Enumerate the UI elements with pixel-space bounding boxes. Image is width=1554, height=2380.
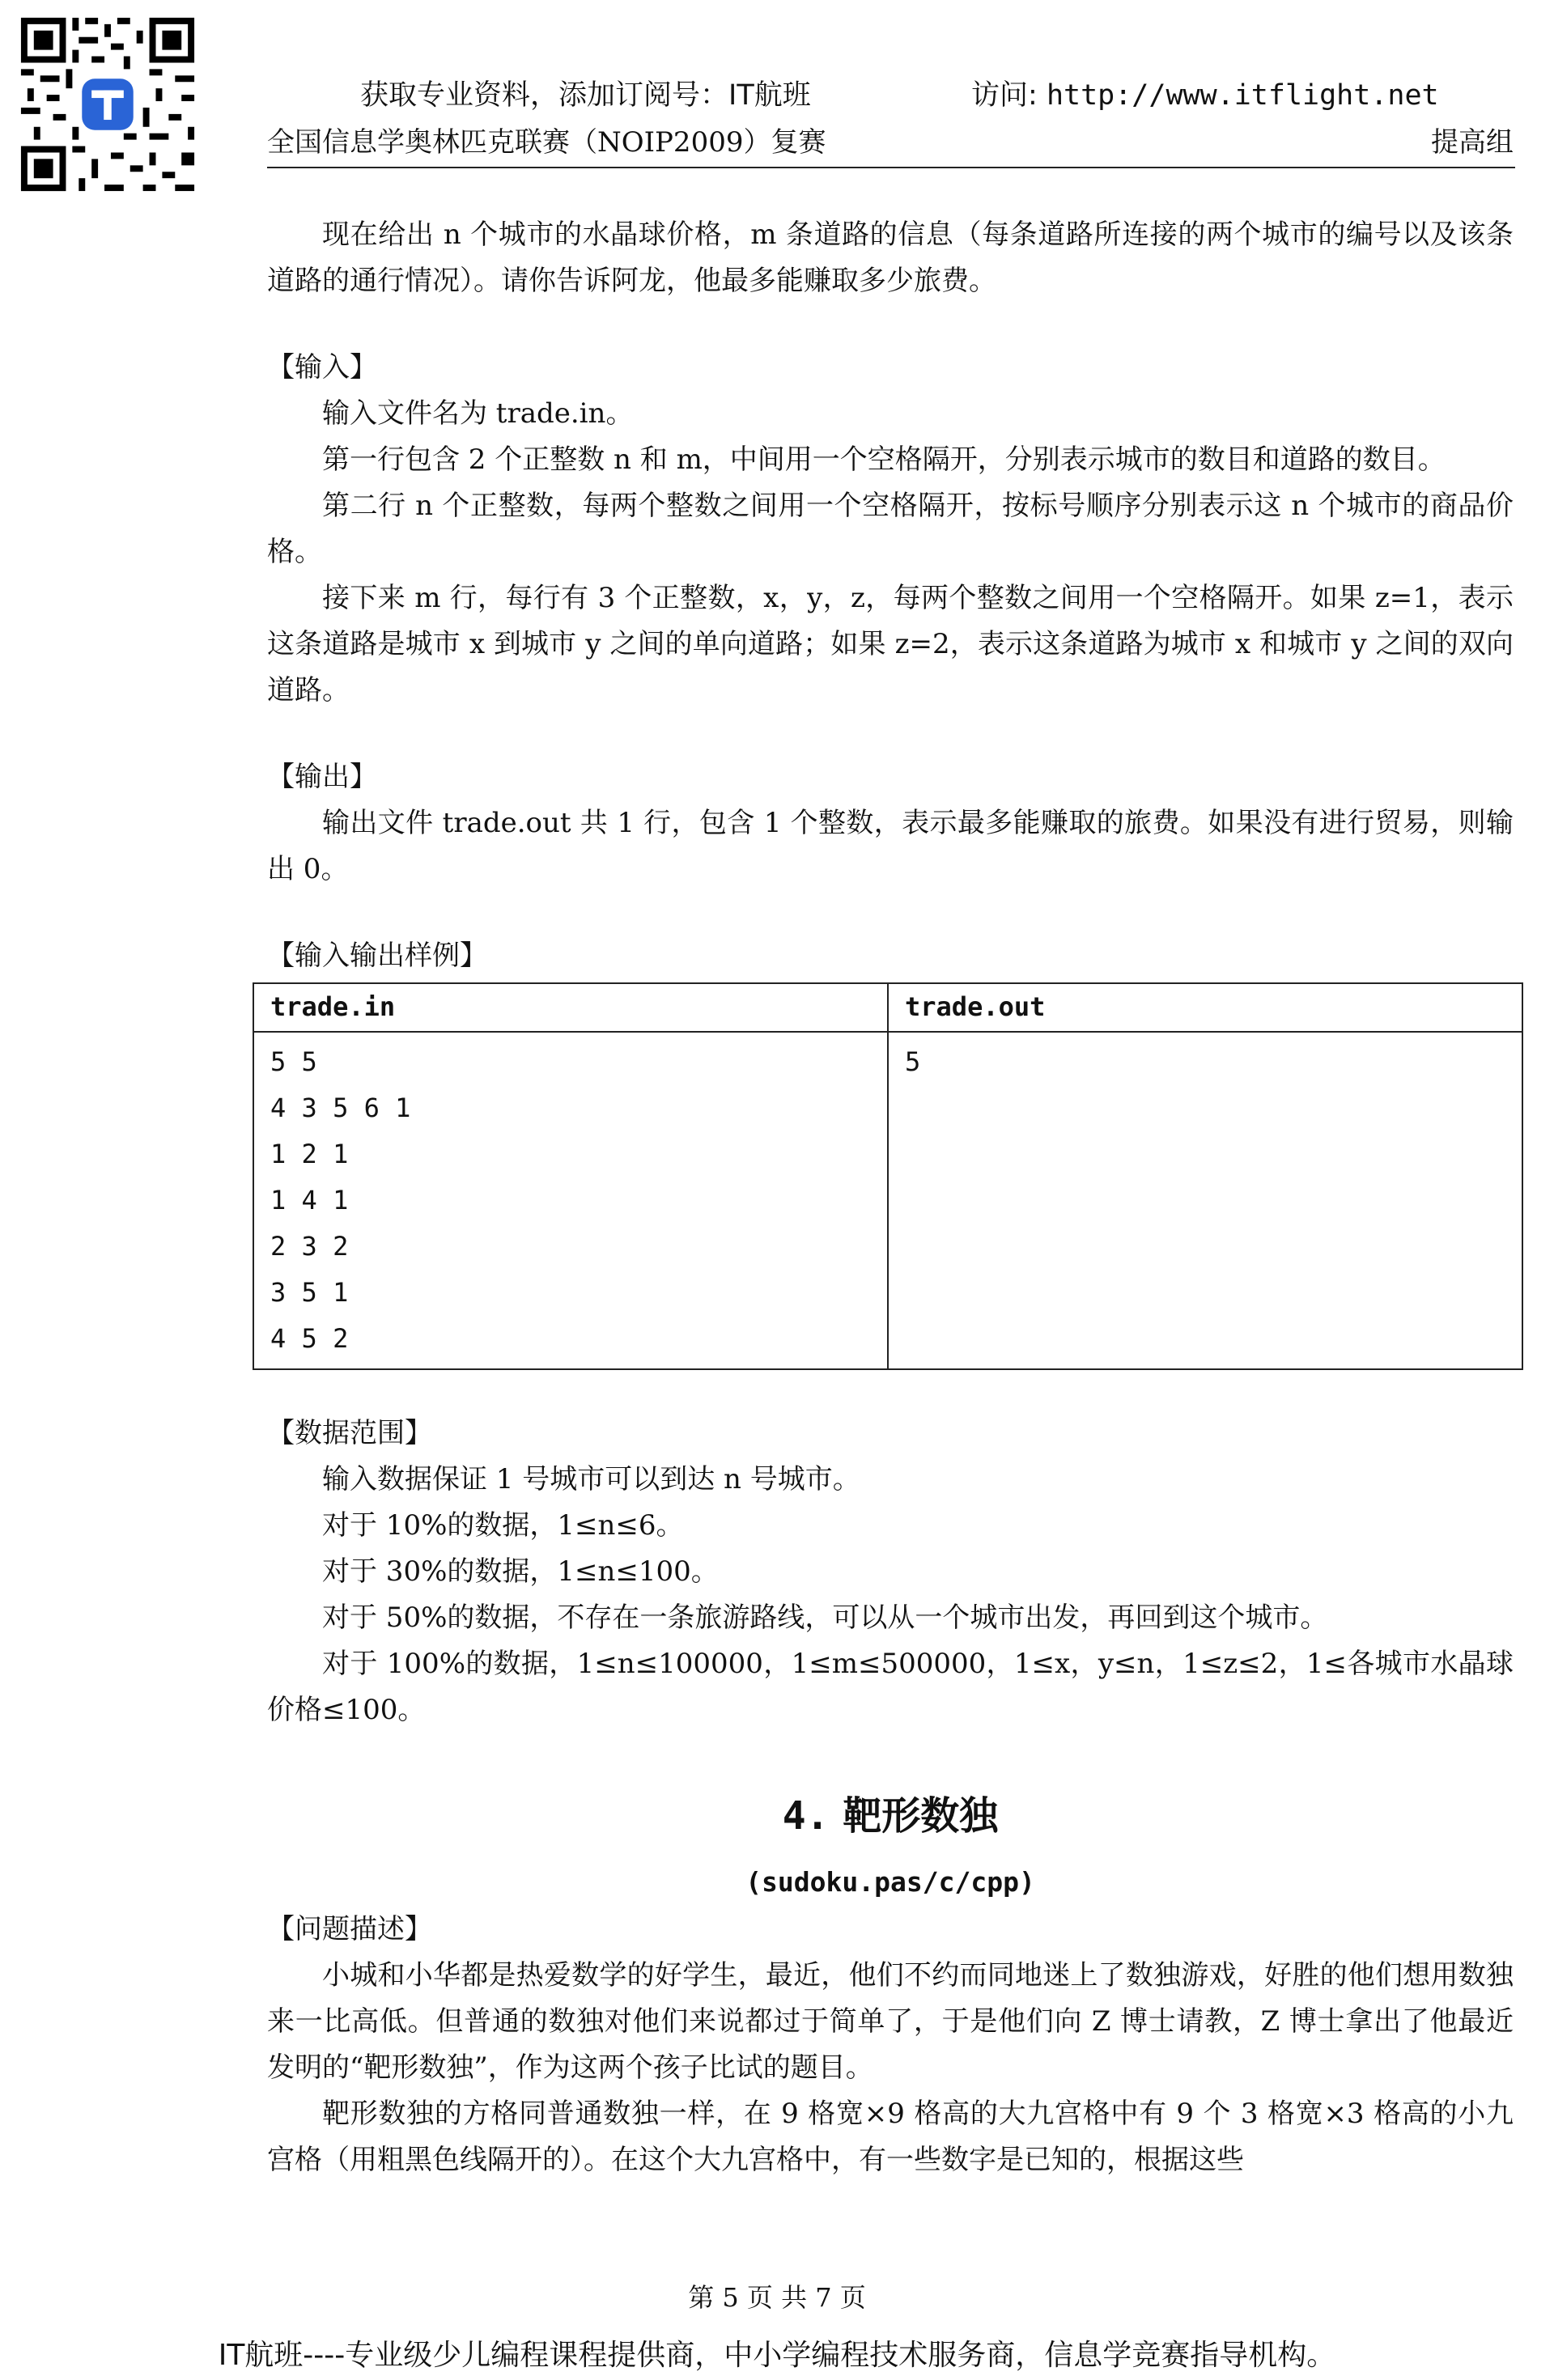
output-heading: 【输出】 xyxy=(267,761,377,793)
desc-line: 小城和小华都是热爱数学的好学生，最近，他们不约而同地迷上了数独游戏，好胜的他们想用数独来一比高低。但普通的数独对他们来说都过于简单了，于是他们向 Z 博士请教，Z 博士拿出了他最近发明的“靶形数独”，作为这两个孩子比试的题目。 xyxy=(267,1959,1514,2084)
range-heading: 【数据范围】 xyxy=(267,1417,432,1449)
document-body xyxy=(267,212,1514,2183)
input-line: 接下来 m 行，每行有 3 个正整数，x，y，z，每两个整数之间用一个空格隔开。如果 z=1，表示这条道路是城市 x 到城市 y 之间的单向道路；如果 z=2，表示这条道路为城市 x 和城市 y 之间的双向道路。 xyxy=(267,582,1514,706)
input-line: 输入文件名为 trade.in。 xyxy=(322,397,634,430)
problem-name: 靶形数独 xyxy=(843,1793,999,1839)
qr-code-graphic xyxy=(15,11,201,197)
sample-input-header: trade.in xyxy=(253,983,888,1032)
visit-label: 访问: xyxy=(971,79,1038,112)
input-line: 第二行 n 个正整数，每两个整数之间用一个空格隔开，按标号顺序分别表示这 n 个城市的商品价格。 xyxy=(267,490,1514,568)
range-line: 对于 100%的数据，1≤n≤100000，1≤m≤500000，1≤x，y≤n，1≤z≤2，1≤各城市水晶球价格≤100。 xyxy=(267,1648,1514,1726)
promo-text: 获取专业资料，添加订阅号：IT航班 xyxy=(360,79,811,112)
page-number: 第 5 页 共 7 页 xyxy=(688,2282,866,2313)
sample-output-cell: 5 xyxy=(888,1032,1522,1369)
problem-title xyxy=(267,1784,1514,1848)
desc-line: 靶形数独的方格同普通数独一样，在 9 格宽×9 格高的大九宫格中有 9 个 3 格宽×3 格高的小九宫格（用粗黑色线隔开的）。在这个大九宫格中，有一些数字是已知的，根据这些 xyxy=(267,2098,1514,2176)
sample-input-cell: 5 5 4 3 5 6 1 1 2 1 1 4 1 2 3 2 3 5 1 4 5 2 xyxy=(253,1032,888,1369)
sample-output-header: trade.out xyxy=(888,983,1522,1032)
range-line: 对于 50%的数据，不存在一条旅游路线，可以从一个城市出发，再回到这个城市。 xyxy=(322,1602,1328,1634)
input-heading: 【输入】 xyxy=(267,351,377,384)
promo-url[interactable]: http://www.itflight.net xyxy=(1046,79,1439,112)
problem-files: (sudoku.pas/c/cpp) xyxy=(745,1866,1035,1898)
group-label: 提高组 xyxy=(1431,126,1514,159)
intro-paragraph: 现在给出 n 个城市的水晶球价格，m 条道路的信息（每条道路所连接的两个城市的编号以及该条道路的通行情况）。请你告诉阿龙，他最多能赚取多少旅费。 xyxy=(267,218,1514,297)
input-line: 第一行包含 2 个正整数 n 和 m，中间用一个空格隔开，分别表示城市的数目和道路的数目。 xyxy=(322,443,1446,476)
header-rule xyxy=(267,167,1515,168)
range-line: 输入数据保证 1 号城市可以到达 n 号城市。 xyxy=(322,1463,860,1495)
qr-code-icon xyxy=(15,11,201,197)
desc-heading: 【问题描述】 xyxy=(267,1913,432,1945)
problem-number: 4. xyxy=(782,1793,830,1839)
sample-table xyxy=(253,982,1523,1370)
contest-title: 全国信息学奥林匹克联赛（NOIP2009）复赛 xyxy=(267,126,826,159)
sample-heading: 【输入输出样例】 xyxy=(267,940,487,972)
range-line: 对于 30%的数据，1≤n≤100。 xyxy=(322,1555,719,1588)
range-line: 对于 10%的数据，1≤n≤6。 xyxy=(322,1509,684,1542)
promo-visit xyxy=(971,73,1439,113)
footer-slogan: IT航班----专业级少儿编程课程提供商，中小学编程技术服务商，信息学竞赛指导机构。 xyxy=(218,2339,1336,2372)
output-line: 输出文件 trade.out 共 1 行，包含 1 个整数，表示最多能赚取的旅费。如果没有进行贸易，则输出 0。 xyxy=(267,807,1514,885)
